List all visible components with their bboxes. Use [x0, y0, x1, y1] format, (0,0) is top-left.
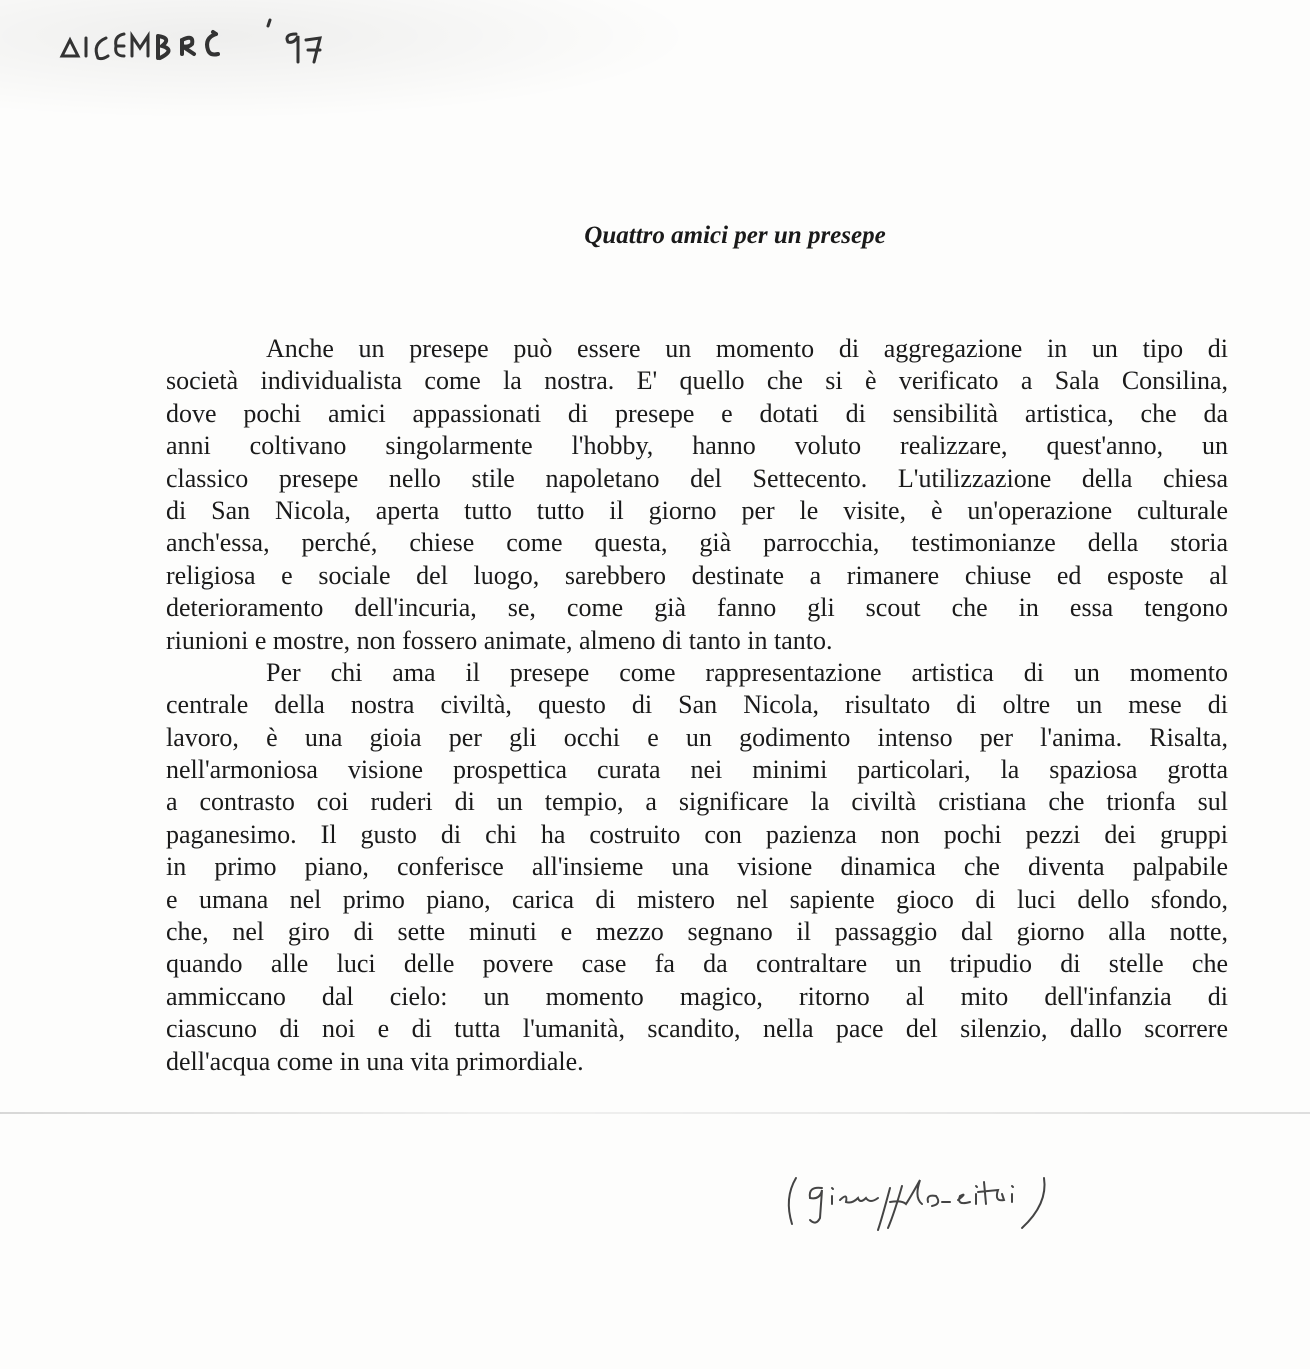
text-line: Anche un presepe può essere un momento di aggregazione in un tipo di: [266, 334, 1228, 363]
text-line: ciascuno di noi e di tutta l'umanità, scandito, nella pace del silenzio, dallo scorrere: [166, 1014, 1228, 1044]
text-line: riunioni e mostre, non fossero animate, almeno di tanto in tanto.: [166, 625, 833, 655]
text-line: religiosa e sociale del luogo, sarebbero destinate a rimanere chiuse ed esposte al: [166, 560, 1228, 590]
paragraph-1: [166, 333, 1228, 657]
text-line: anch'essa, perché, chiese come questa, già parrocchia, testimonianze della storia: [166, 528, 1228, 558]
text-line: deterioramento dell'incuria, se, come già fanno gli scout che in essa tengono: [166, 593, 1228, 623]
text-line: centrale della nostra civiltà, questo di San Nicola, risultato di oltre un mese di: [166, 690, 1228, 720]
text-line: a contrasto coi ruderi di un tempio, a significare la civiltà cristiana che trionfa sul: [166, 787, 1228, 817]
text-line: dell'acqua come in una vita primordiale.: [166, 1046, 584, 1076]
paragraph-2: [166, 657, 1228, 1078]
text-line: paganesimo. Il gusto di chi ha costruito con pazienza non pochi pezzi dei gruppi: [166, 819, 1228, 849]
article-body: [166, 333, 1228, 1078]
text-line: ammiccano dal cielo: un momento magico, ritorno al mito dell'infanzia di: [166, 981, 1228, 1011]
text-line: classico presepe nello stile napoletano del Settecento. L'utilizzazione della chiesa: [166, 463, 1228, 493]
text-line: nell'armoniosa visione prospettica curata nei minimi particolari, la spaziosa grotta: [166, 755, 1228, 785]
text-line: che, nel giro di sette minuti e mezzo segnano il passaggio dal giorno alla notte,: [166, 917, 1228, 947]
text-line: anni coltivano singolarmente l'hobby, hanno voluto realizzare, quest'anno, un: [166, 431, 1228, 461]
text-line: e umana nel primo piano, carica di mistero nel sapiente gioco di luci dello sfondo,: [166, 884, 1228, 914]
text-line: società individualista come la nostra. E' quello che si è verificato a Sala Consilina,: [166, 366, 1228, 396]
text-line: Per chi ama il presepe come rappresentazione artistica di un momento: [266, 657, 1228, 687]
document-title: Quattro amici per un presepe: [584, 222, 886, 249]
handwritten-date: [58, 14, 338, 69]
text-line: in primo piano, conferisce all'insieme una visione dinamica che diventa palpabile: [166, 852, 1228, 882]
paper-fold-line: [0, 1112, 1310, 1114]
handwritten-signature: [782, 1168, 1092, 1243]
text-line: lavoro, è una gioia per gli occhi e un godimento intenso per l'anima. Risalta,: [166, 722, 1228, 752]
text-line: di San Nicola, aperta tutto tutto il giorno per le visite, è un'operazione culturale: [166, 495, 1228, 525]
text-line: quando alle luci delle povere case fa da contraltare un tripudio di stelle che: [166, 949, 1228, 979]
text-line: dove pochi amici appassionati di presepe e dotati di sensibilità artistica, che da: [166, 398, 1228, 428]
